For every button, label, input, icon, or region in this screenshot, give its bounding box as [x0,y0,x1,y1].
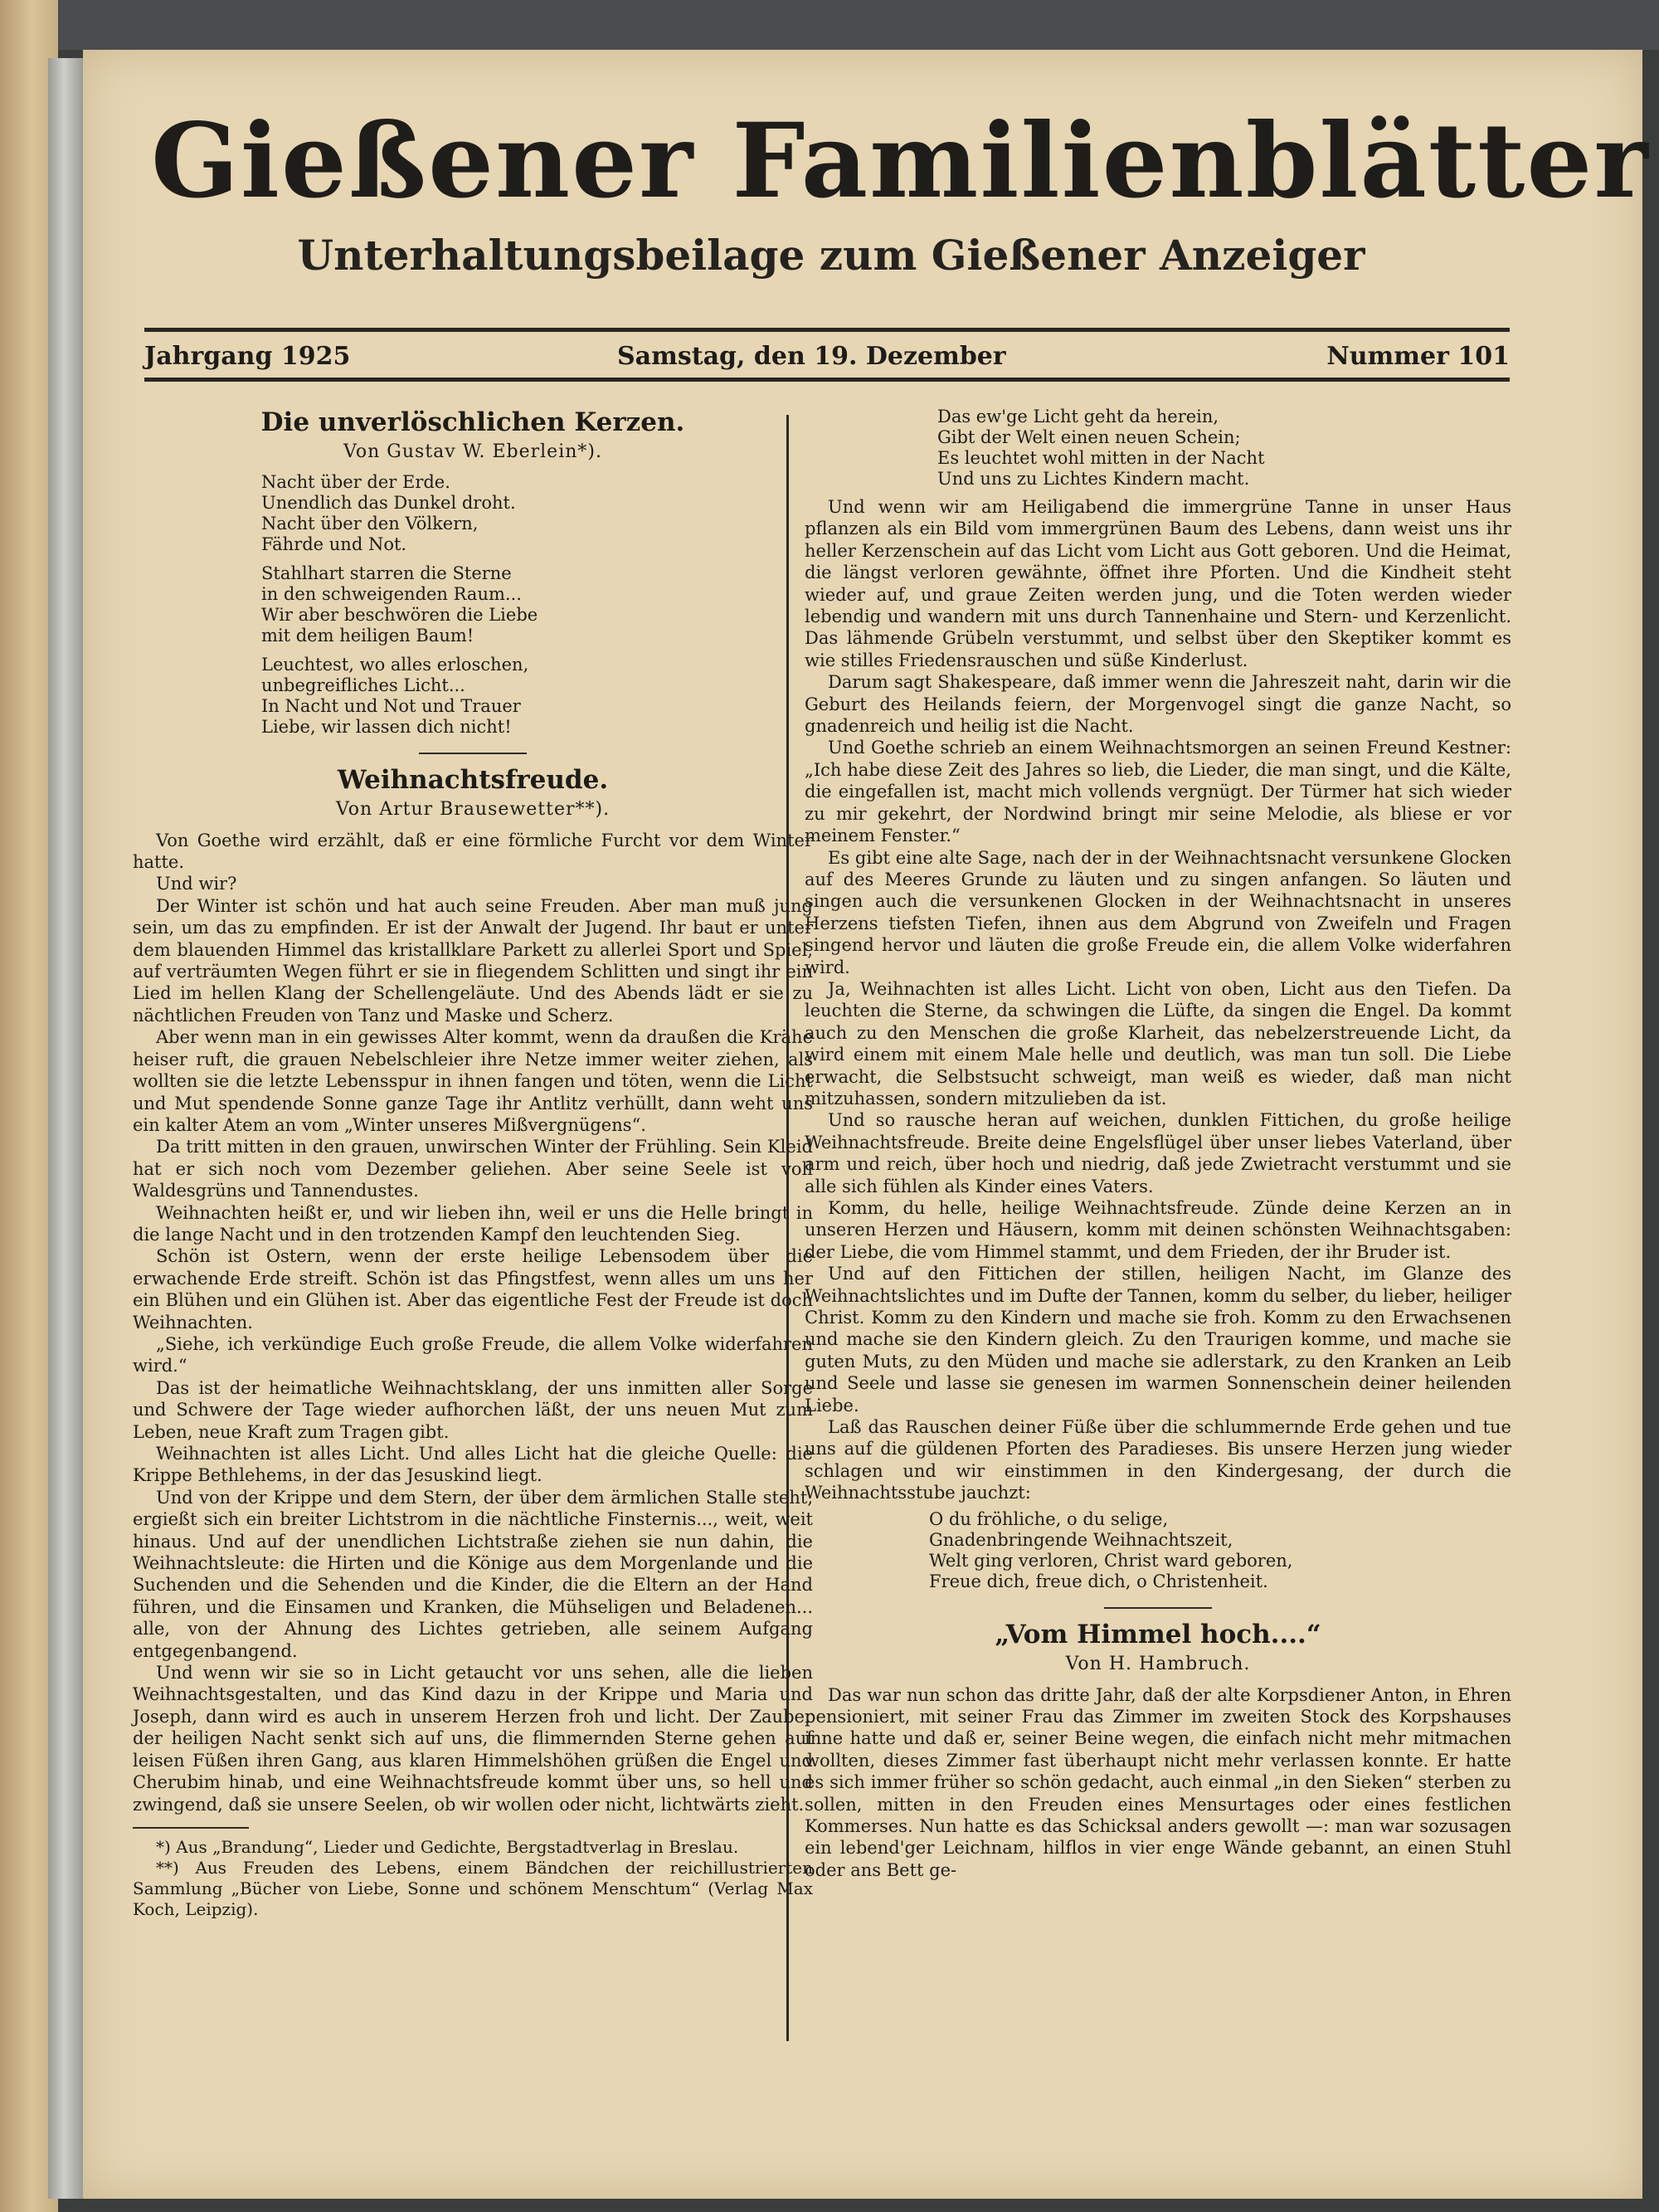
poem-line: Gibt der Welt einen neuen Schein; [937,427,1241,447]
article-headline: „Vom Himmel hoch....“ [995,1619,1321,1649]
article-headline: Die unverlöschlichen Kerzen. [260,407,685,437]
masthead-title: Gießener Familienblätter [151,101,1650,222]
poem [929,1509,1511,1592]
poem-line: Liebe, wir lassen dich nicht! [261,716,512,737]
paragraph: Komm, du helle, heilige Weihnachtsfreude. Zünde deine Kerzen an in unseren Herzen und Häusern, komm mit deinen schönsten Weihnachtsgaben: der Liebe, die vom Himmel stammt, und dem Frieden, der ihr Bruder ist. [805,1198,1511,1262]
paragraph: Schön ist Ostern, wenn der erste heilige Lebensodem über die erwachende Erde streift. Schön ist das Pfingstfest, wenn alles um uns her ein Blühen und ein Glühen ist. Aber das eigentliche Fest der Freude ist doch Weihnachten. [133,1246,813,1333]
poem-line: O du fröhliche, o du selige, [929,1508,1169,1529]
poem [261,472,813,738]
paragraph: Und wenn wir sie so in Licht getaucht vor uns sehen, alle die lieben Weihnachtsgestalten, und das Kind dazu in der Krippe und Maria und Joseph, dann wird es auch in unserem Herzen froh und licht. Der Zauber der heiligen Nacht senkt sich auf uns, die flimmernden Sterne gehen auf leisen Füßen ihren Gang, aus klaren Himmelshöhen grüßen die Engel und Cherubim hinab, und eine Weihnachtsfreude kommt über uns, so hell und zwingend, daß sie unsere Seelen, ob wir wollen oder nicht, lichtwärts zieht. [133,1663,813,1815]
paragraph: Weihnachten heißt er, und wir lieben ihn, weil er uns die Helle bringt in die lange Nacht und in den trotzenden Kampf den leuchtenden Sieg. [133,1202,813,1245]
binding-edge [48,58,88,2199]
scan-backdrop [0,0,1659,50]
poem-stanza [261,563,813,646]
poem-line: Leuchtest, wo alles erloschen, [261,654,529,675]
article-byline: Von Artur Brausewetter**). [335,799,611,821]
paragraph: Und auf den Fittichen der stillen, heiligen Nacht, im Glanze des Weihnachtslichtes und im Dufte der Tannen, komm du selber, du lieber, heiliger Christ. Komm zu den Kindern und mache sie froh. Komm zu den Erwachsenen und mache sie den Kindern gleich. Zu den Traurigen komme, und mache sie guten Muts, zu den Müden und mache sie adlerstark, zu den Kranken an Leib und Seele und lasse sie genesen im warmen Sonnenschein deiner heilenden Liebe. [805,1264,1511,1415]
paragraph: Ja, Weihnachten ist alles Licht. Licht von oben, Licht aus den Tiefen. Da leuchten die Sterne, da schwingen die Lüfte, da singen die Engel. Da kommt auch zu den Menschen die große Klarheit, das nebelzerstreuende Licht, da wird einem mit einem Male helle und deutlich, was man tun soll. Die Liebe erwacht, die Selbstsucht schweigt, man weiß es wieder, daß man nicht mitzuhassen, sondern mitzulieben da ist. [805,978,1511,1108]
paragraph: Und so rausche heran auf weichen, dunklen Fittichen, du große heilige Weihnachtsfreude. Breite deine Engelsflügel über unser liebes Vaterland, über arm und reich, über hoch und niedrig, daß jede Zwietracht verstummt und sie alle sich fühlen als Kinder eines Vaters. [805,1110,1511,1196]
dateline [144,332,1510,382]
poem-line: unbegreifliches Licht... [261,675,465,695]
footnote: **) Aus Freuden des Lebens, einem Bändchen der reichillustrierten Sammlung „Bücher von Liebe, Sonne und schönem Menschtum“ (Verlag Max Koch, Leipzig). [133,1857,813,1919]
poem-line: Das ew'ge Licht geht da herein, [937,407,1219,426]
issue-number: Nummer 101 [1326,342,1510,371]
poem-line: Stahlhart starren die Sterne [261,563,512,583]
left-column [133,407,813,1920]
poem-line: in den schweigenden Raum... [261,583,522,604]
paragraph: Und wenn wir am Heiligabend die immergrüne Tanne in unser Haus pflanzen als ein Bild vom immergrünen Baum des Lebens, dann weist uns ihr heller Kerzenschein auf das Licht vom Licht aus Gott geboren. Und die Heimat, die längst verloren gewähnte, öffnet ihre Pforten. Und die Kindheit steht wieder auf, und graue Zeiten werden jung, und die Toten werden wieder lebendig und wandern mit uns durch Tannenhaine und Stern- und Kerzenlicht. Das lähmende Grübeln verstummt, und selbst über den Skeptiker kommt es wie stilles Friedensrauschen und süße Kinderlust. [805,497,1511,670]
paragraph: Aber wenn man in ein gewisses Alter kommt, wenn da draußen die Krähe heiser ruft, die grauen Nebelschleier ihre Netze immer weiter ziehen, als wollten sie die letzte Lebensspur in ihnen fangen und töten, wenn die Licht und Mut spendende Sonne ganze Tage ihr Antlitz verhüllt, dann weht uns ein kalter Atem an vom „Winter unseres Mißvergnügens“. [133,1027,813,1135]
poem-line: Welt ging verloren, Christ ward geboren, [929,1550,1293,1571]
paragraph: Das war nun schon das dritte Jahr, daß der alte Korpsdiener Anton, in Ehren pensioniert, mit seiner Frau das Zimmer im zweiten Stock des Korpshauses inne hatte und daß er, seiner Beine wegen, die einfach nicht mehr mitmachen wollten, dieses Zimmer fast überhaupt nicht mehr verlassen konnte. Er hatte es sich immer früher so schön gedacht, auch einmal „in den Sieken“ sterben zu sollen, mitten in den Freuden eines Mensurtages oder eines festlichen Kommerses. Nun hatte es das Schicksal anders gewollt —: man war sozusagen ein lebend'ger Leichnam, hilflos in vier enge Wände gebannt, an einen Stuhl oder ans Bett ge- [805,1684,1511,1880]
poem-line: Fährde und Not. [261,534,407,554]
paragraph: Es gibt eine alte Sage, nach der in der Weihnachtsnacht versunkene Glocken auf des Meeres Grunde zu läuten und zu singen anfangen. So läuten und singen auch die versunkenen Glocken in der Weihnachtsnacht in unseres Herzens tiefsten Tiefen, ihnen aus dem Abgrund von Zweifeln und Fragen singend hervor und läuten die große Freude ein, die allem Volke widerfahren wird. [805,847,1511,977]
dateline-bottom-rule [144,378,1510,382]
section-divider [419,753,527,754]
poem-line: Wir aber beschwören die Liebe [261,604,538,625]
volume-label: Jahrgang 1925 [144,342,351,371]
paragraph: „Siehe, ich verkündige Euch große Freude, die allem Volke widerfahren wird.“ [133,1333,813,1376]
article-headline: Weihnachtsfreude. [337,764,609,795]
masthead-subtitle: Unterhaltungsbeilage zum Gießener Anzeiger [297,231,1365,280]
paragraph: Darum sagt Shakespeare, daß immer wenn die Jahreszeit naht, darin wir die Geburt des Heilands feiern, der Morgenvogel singt die ganze Nacht, so gnadenreich und heilig ist die Nacht. [805,672,1511,737]
article-byline: Von H. Hambruch. [1065,1654,1251,1675]
issue-date: Samstag, den 19. Dezember [617,342,1006,371]
poem-line: Es leuchtet wohl mitten in der Nacht [937,448,1265,468]
footnotes [133,1837,813,1920]
newspaper-page [83,50,1650,2199]
poem-stanza [261,472,813,555]
footnote-rule [133,1827,249,1829]
paragraph: Das ist der heimatliche Weihnachtsklang, der uns inmitten aller Sorge und Schwere der Tage wieder aufhorchen läßt, der uns neuen Mut zum Leben, neue Kraft zum Tragen gibt. [133,1377,813,1442]
poem-stanza [261,655,813,738]
right-column [805,407,1511,1881]
poem-line: In Nacht und Not und Trauer [261,695,521,716]
paragraph: Von Goethe wird erzählt, daß er eine förmliche Furcht vor dem Winter hatte. [133,830,813,873]
paragraph: Und wir? [156,874,237,894]
poem [937,407,1511,490]
section-divider [1104,1607,1212,1609]
poem-line: Freue dich, freue dich, o Christenheit. [929,1571,1268,1591]
article-byline: Von Gustav W. Eberlein*). [343,441,602,463]
paragraph: Weihnachten ist alles Licht. Und alles Licht hat die gleiche Quelle: die Krippe Bethlehems, in der das Jesuskind liegt. [133,1444,813,1486]
poem-line: Nacht über den Völkern, [261,513,479,534]
paragraph: Und von der Krippe und dem Stern, der über dem ärmlichen Stalle steht, ergießt sich ein breiter Lichtstrom in die nächtliche Finsternis..., weit, weit hinaus. Und auf der unendlichen Lichtstraße ziehen sie nun dahin, die Weihnachtsleute: die Hirten und die Könige aus dem Morgenlande und die Suchenden und die Sehenden und die Kinder, die die Eltern an der Hand führen, und die Einsamen und Kranken, die Mühseligen und Beladenen... alle, von der Ahnung des Lichtes getrieben, alle seinem Aufgang entgegenbangend. [133,1487,813,1661]
paragraph: Laß das Rauschen deiner Füße über die schlummernde Erde gehen und tue uns auf die güldenen Pforten des Paradieses. Bis unsere Herzen jung wieder schlagen und wir einstimmen in den Kindergesang, der durch die Weihnachtsstube jauchzt: [805,1417,1511,1503]
footnote: *) Aus „Brandung“, Lieder und Gedichte, Bergstadtverlag in Breslau. [156,1836,739,1857]
poem-line: Und uns zu Lichtes Kindern macht. [937,469,1250,489]
poem-line: Unendlich das Dunkel droht. [261,492,516,513]
poem-line: mit dem heiligen Baum! [261,625,474,646]
poem-line: Nacht über der Erde. [261,471,450,492]
poem-line: Gnadenbringende Weihnachtszeit, [929,1529,1233,1550]
masthead [151,100,1650,280]
paragraph: Da tritt mitten in den grauen, unwirschen Winter der Frühling. Sein Kleid hat er sich noch vom Dezember geliehen. Aber seine Seele ist voll Waldesgrüns und Tannendustes. [133,1137,813,1201]
paragraph: Der Winter ist schön und hat auch seine Freuden. Aber man muß jung sein, um das zu empfinden. Er ist der Anwalt der Jugend. Ihr baut er unter dem blauenden Himmel das kristallklare Parkett zu allerlei Sport und Spiel, auf verträumten Wegen führt er sie in fliegendem Schlitten und singt ihr ein Lied im hellen Klang der Schellengeläute. Und des Abends lädt er sie zu nächtlichen Freuden von Tanz und Maske und Scherz. [133,895,813,1026]
paragraph: Und Goethe schrieb an einem Weihnachtsmorgen an seinen Freund Kestner: „Ich habe diese Zeit des Jahres so lieb, die Lieder, die man singt, und die Kälte, die eingefallen ist, macht mich vollends vergnügt. Der Türmer hat sich wieder zu mir gekehrt, der Nordwind bringt mir seine Melodie, als bliese er vor meinem Fenster.“ [805,738,1511,846]
